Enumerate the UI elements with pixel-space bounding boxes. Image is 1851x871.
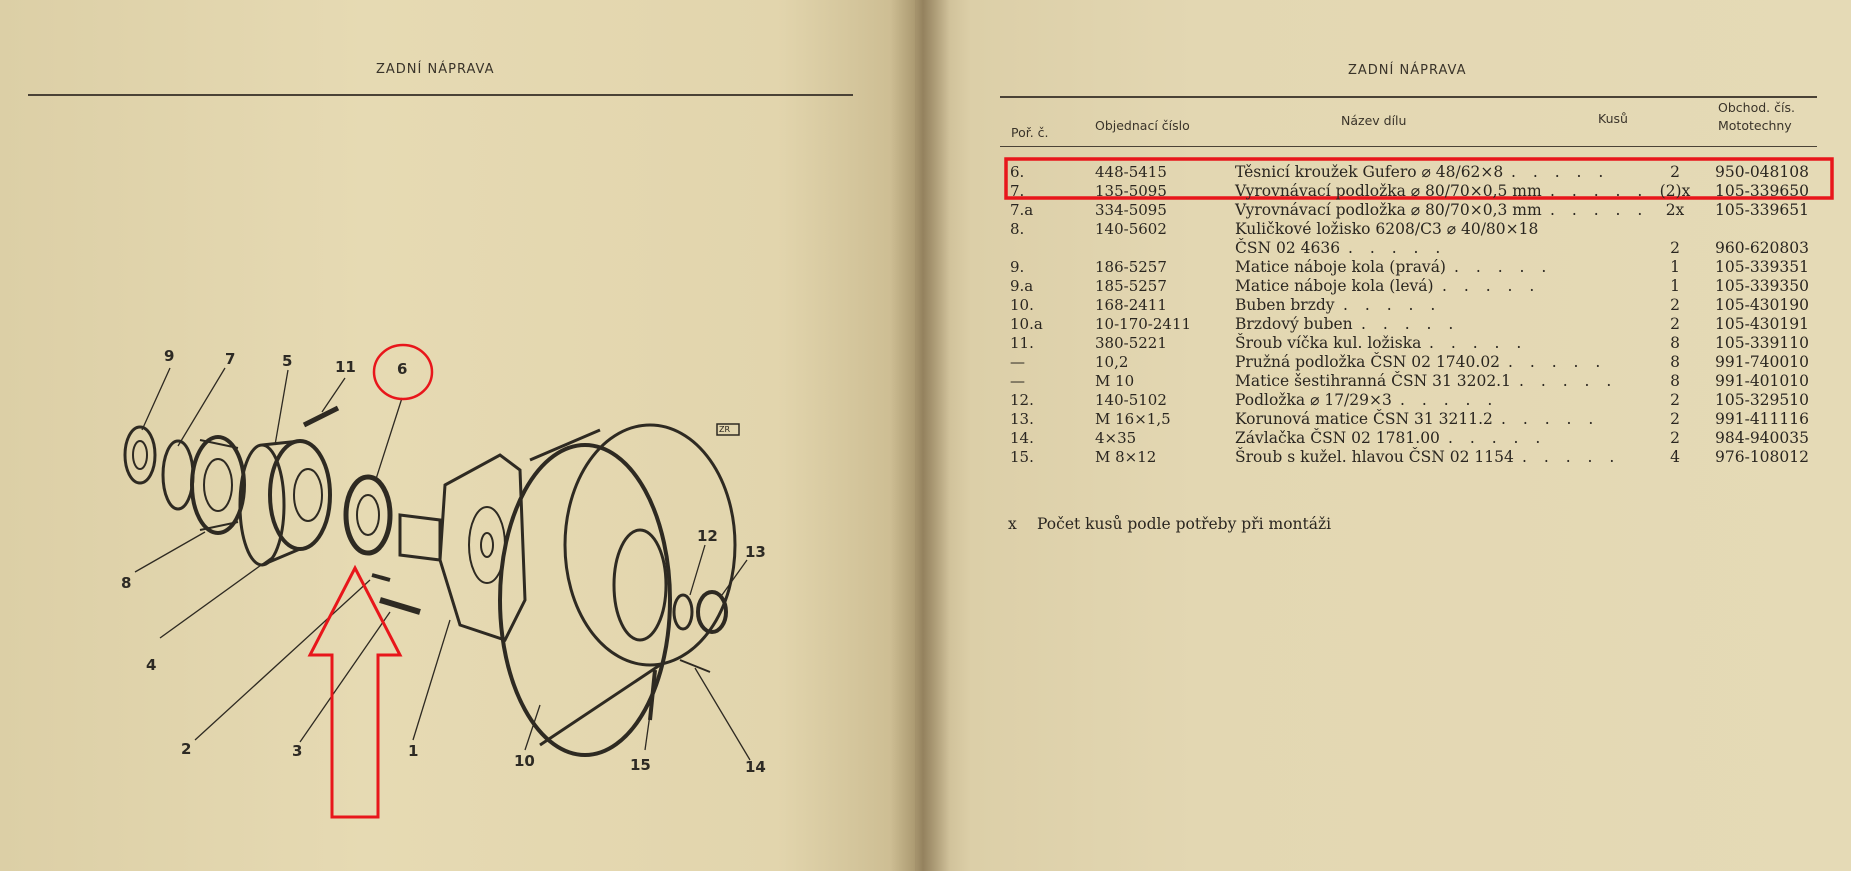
parts-table bbox=[915, 163, 1851, 493]
cell-no: 6. bbox=[1010, 163, 1025, 181]
cell-code: 105-339351 bbox=[1715, 258, 1809, 276]
leader-dots: . . . . . bbox=[1501, 410, 1600, 428]
cell-no: 13. bbox=[1010, 410, 1034, 428]
cell-name: Šroub víčka kul. ložiska bbox=[1235, 334, 1422, 352]
callout-5: 5 bbox=[282, 352, 293, 370]
table-row bbox=[915, 239, 1851, 258]
cell-code: 960-620803 bbox=[1715, 239, 1809, 257]
leader-dots: . . . . . bbox=[1454, 258, 1553, 276]
callout-2: 2 bbox=[181, 740, 192, 758]
table-row bbox=[915, 334, 1851, 353]
leader-dots: . . . . . bbox=[1429, 334, 1528, 352]
cell-qty: 2 bbox=[1670, 391, 1680, 409]
part-9-inner bbox=[133, 441, 147, 469]
left-page-heading: ZADNÍ NÁPRAVA bbox=[376, 62, 495, 77]
right-page-heading: ZADNÍ NÁPRAVA bbox=[1348, 63, 1467, 78]
callout-8: 8 bbox=[121, 574, 132, 592]
leader-dots: . . . . . bbox=[1348, 239, 1447, 257]
cell-qty: 8 bbox=[1670, 353, 1680, 371]
part-6-seal bbox=[346, 477, 390, 553]
cell-order: 10,2 bbox=[1095, 353, 1129, 371]
leader-dots: . . . . . bbox=[1508, 353, 1607, 371]
cell-qty: 2x bbox=[1665, 201, 1685, 219]
part-1-plate bbox=[440, 455, 525, 640]
col-header-name: Název dílu bbox=[1341, 113, 1407, 128]
highlight-up-arrow bbox=[310, 568, 400, 817]
header-rule bbox=[1000, 146, 1817, 147]
leader-dots: . . . . . bbox=[1550, 182, 1649, 200]
cell-order: 186-5257 bbox=[1095, 258, 1167, 276]
callout-7: 7 bbox=[225, 350, 236, 368]
cell-no: 9.a bbox=[1010, 277, 1034, 295]
col-header-code-2: Mototechny bbox=[1718, 118, 1792, 133]
col-header-code-1: Obchod. čís. bbox=[1718, 100, 1795, 115]
part-8-bearing-inner bbox=[204, 459, 232, 511]
col-header-qty: Kusů bbox=[1598, 111, 1628, 126]
callout-4: 4 bbox=[146, 656, 157, 674]
part-11-bolt bbox=[304, 408, 338, 425]
cell-name: Těsnicí kroužek Gufero ⌀ 48/62×8 bbox=[1235, 163, 1504, 181]
leader-dots: . . . . . bbox=[1522, 448, 1621, 466]
part-8-bearing bbox=[192, 437, 244, 533]
cell-qty: 2 bbox=[1670, 410, 1680, 428]
cell-name: Šroub s kužel. hlavou ČSN 02 1154 bbox=[1235, 448, 1514, 466]
cell-code: 105-430191 bbox=[1715, 315, 1809, 333]
cell-code: 105-329510 bbox=[1715, 391, 1809, 409]
cell-name: Závlačka ČSN 02 1781.00 bbox=[1235, 429, 1440, 447]
cell-no: 9. bbox=[1010, 258, 1025, 276]
part-14-split-pin bbox=[680, 660, 710, 672]
part-shaft bbox=[400, 515, 440, 560]
part-7-washer bbox=[163, 441, 193, 509]
cell-qty: 2 bbox=[1670, 315, 1680, 333]
cell-qty: 1 bbox=[1670, 258, 1680, 276]
cell-order: 380-5221 bbox=[1095, 334, 1167, 352]
callout-1: 1 bbox=[408, 742, 419, 760]
cell-name: Pružná podložka ČSN 02 1740.02 bbox=[1235, 353, 1501, 371]
leader-dots: . . . . . bbox=[1442, 277, 1541, 295]
cell-qty: 4 bbox=[1670, 448, 1680, 466]
cell-no: 14. bbox=[1010, 429, 1034, 447]
callout-13: 13 bbox=[745, 543, 766, 561]
cell-code: 976-108012 bbox=[1715, 448, 1809, 466]
table-row bbox=[915, 391, 1851, 410]
cell-no: 7.a bbox=[1010, 201, 1034, 219]
leader-dots: . . . . . bbox=[1519, 372, 1618, 390]
part-10-drum-back bbox=[565, 425, 735, 665]
small-tag-label: ZR bbox=[719, 425, 731, 434]
col-header-no: Poř. č. bbox=[1011, 125, 1049, 140]
cell-no: — bbox=[1010, 372, 1025, 390]
callout-14: 14 bbox=[745, 758, 766, 776]
cell-no: 7. bbox=[1010, 182, 1025, 200]
cell-code: 105-339650 bbox=[1715, 182, 1809, 200]
cell-name: Matice náboje kola (levá) bbox=[1235, 277, 1434, 295]
callout-9: 9 bbox=[164, 347, 175, 365]
cell-code: 950-048108 bbox=[1715, 163, 1809, 181]
footnote-mark: x bbox=[1008, 515, 1017, 533]
cell-name: Vyrovnávací podložka ⌀ 80/70×0,5 mm bbox=[1235, 182, 1542, 200]
table-row bbox=[915, 315, 1851, 334]
table-row bbox=[915, 277, 1851, 296]
cell-order: 185-5257 bbox=[1095, 277, 1167, 295]
table-row bbox=[915, 353, 1851, 372]
cell-qty: 1 bbox=[1670, 277, 1680, 295]
callout-11: 11 bbox=[335, 358, 356, 376]
cell-name: Buben brzdy bbox=[1235, 296, 1335, 314]
leader-dots: . . . . . bbox=[1361, 315, 1460, 333]
cell-no: 10.a bbox=[1010, 315, 1043, 333]
cell-order: 4×35 bbox=[1095, 429, 1137, 447]
cell-name: Matice náboje kola (pravá) bbox=[1235, 258, 1446, 276]
table-row bbox=[915, 163, 1851, 182]
table-row bbox=[915, 372, 1851, 391]
leader-dots: . . . . . bbox=[1550, 201, 1649, 219]
cell-code: 991-411116 bbox=[1715, 410, 1809, 428]
cell-name: ČSN 02 4636 bbox=[1235, 239, 1341, 257]
table-row bbox=[915, 448, 1851, 467]
cell-qty: 2 bbox=[1670, 163, 1680, 181]
cell-order: 140-5102 bbox=[1095, 391, 1167, 409]
cell-code: 105-339110 bbox=[1715, 334, 1809, 352]
cell-order: 448-5415 bbox=[1095, 163, 1167, 181]
right-heading-rule bbox=[1000, 96, 1817, 98]
cell-no: 15. bbox=[1010, 448, 1034, 466]
cell-order: 135-5095 bbox=[1095, 182, 1167, 200]
table-row bbox=[915, 258, 1851, 277]
cell-code: 991-401010 bbox=[1715, 372, 1809, 390]
cell-qty: 8 bbox=[1670, 372, 1680, 390]
cell-qty: (2)x bbox=[1659, 182, 1691, 200]
part-12-washer bbox=[674, 595, 692, 629]
callout-6: 6 bbox=[397, 360, 408, 378]
table-row bbox=[915, 220, 1851, 239]
cell-code: 991-740010 bbox=[1715, 353, 1809, 371]
table-row bbox=[915, 201, 1851, 220]
cell-code: 105-430190 bbox=[1715, 296, 1809, 314]
cell-no: — bbox=[1010, 353, 1025, 371]
leader-dots: . . . . . bbox=[1448, 429, 1547, 447]
cell-name: Podložka ⌀ 17/29×3 bbox=[1235, 391, 1392, 409]
table-row bbox=[915, 296, 1851, 315]
cell-name: Brzdový buben bbox=[1235, 315, 1353, 333]
part-2-pin bbox=[372, 575, 390, 580]
cell-name: Vyrovnávací podložka ⌀ 80/70×0,3 mm bbox=[1235, 201, 1542, 219]
cell-no: 11. bbox=[1010, 334, 1034, 352]
table-row bbox=[915, 182, 1851, 201]
callout-12: 12 bbox=[697, 527, 718, 545]
cell-order: 334-5095 bbox=[1095, 201, 1167, 219]
callout-10: 10 bbox=[514, 752, 535, 770]
cell-qty: 2 bbox=[1670, 296, 1680, 314]
cell-no: 8. bbox=[1010, 220, 1025, 238]
cell-qty: 8 bbox=[1670, 334, 1680, 352]
callout-3: 3 bbox=[292, 742, 303, 760]
cell-order: 140-5602 bbox=[1095, 220, 1167, 238]
cell-no: 12. bbox=[1010, 391, 1034, 409]
table-row bbox=[915, 410, 1851, 429]
cell-qty: 2 bbox=[1670, 429, 1680, 447]
footnote-text: Počet kusů podle potřeby při montáži bbox=[1037, 515, 1332, 533]
leader-dots: . . . . . bbox=[1400, 391, 1499, 409]
part-9-nut bbox=[125, 427, 155, 483]
cell-order: 168-2411 bbox=[1095, 296, 1167, 314]
cell-order: M 8×12 bbox=[1095, 448, 1157, 466]
callout-15: 15 bbox=[630, 756, 651, 774]
col-header-order: Objednací číslo bbox=[1095, 118, 1190, 133]
part-3-bolt bbox=[380, 600, 420, 612]
cell-name: Kuličkové ložisko 6208/C3 ⌀ 40/80×18 bbox=[1235, 220, 1539, 238]
cell-order: M 16×1,5 bbox=[1095, 410, 1171, 428]
cell-code: 984-940035 bbox=[1715, 429, 1809, 447]
cell-order: 10-170-2411 bbox=[1095, 315, 1192, 333]
table-row bbox=[915, 429, 1851, 448]
cell-no: 10. bbox=[1010, 296, 1034, 314]
cell-name: Matice šestihranná ČSN 31 3202.1 bbox=[1235, 372, 1511, 390]
leader-dots: . . . . . bbox=[1511, 163, 1610, 181]
cell-code: 105-339651 bbox=[1715, 201, 1809, 219]
cell-order: M 10 bbox=[1095, 372, 1135, 390]
cell-code: 105-339350 bbox=[1715, 277, 1809, 295]
cell-name: Korunová matice ČSN 31 3211.2 bbox=[1235, 410, 1493, 428]
cell-qty: 2 bbox=[1670, 239, 1680, 257]
leader-dots: . . . . . bbox=[1343, 296, 1442, 314]
